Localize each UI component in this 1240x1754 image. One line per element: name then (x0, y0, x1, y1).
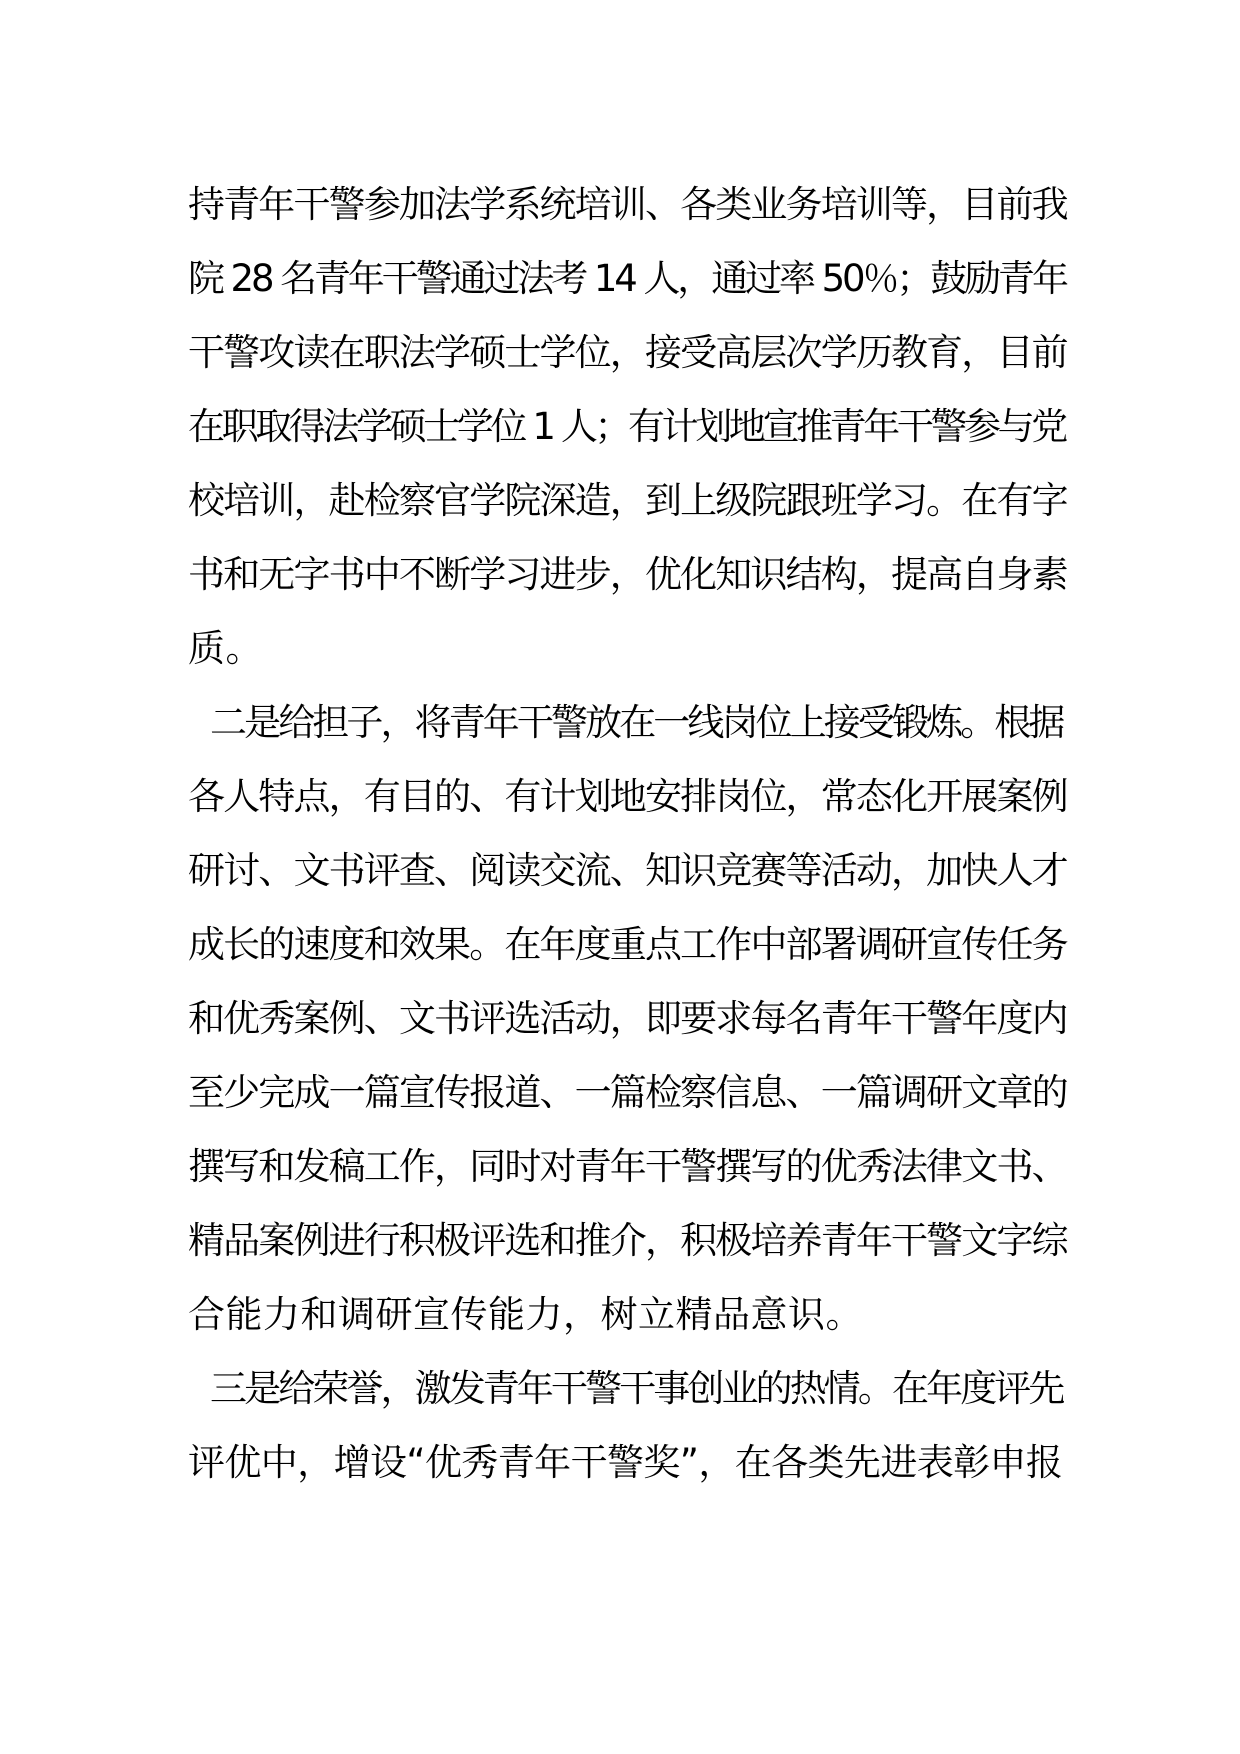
paragraph-3 (188, 1352, 1068, 1500)
text-line: 成长的速度和效果。在年度重点工作中部署调研宣传任务 (188, 923, 1067, 966)
text-line: 研讨、文书评查、阅读交流、知识竞赛等活动，加快人才 (188, 849, 1067, 892)
text-line: 和优秀案例、文书评选活动，即要求每名青年干警年度内 (188, 997, 1067, 1040)
text-line: 精品案例进行积极评选和推介，积极培养青年干警文字综 (188, 1219, 1067, 1262)
paragraph-1 (188, 168, 1068, 686)
text-line: 院 28 名青年干警通过法考 14 人，通过率 50％；鼓励青年 (188, 257, 1066, 300)
text-line: 持青年干警参加法学系统培训、各类业务培训等，目前我 (188, 183, 1067, 226)
text-line: 至少完成一篇宣传报道、一篇检察信息、一篇调研文章的 (188, 1071, 1067, 1114)
paragraph-2 (188, 686, 1068, 1352)
text-line: 合能力和调研宣传能力，树立精品意识。 (188, 1293, 863, 1336)
text-line: 在职取得法学硕士学位 1 人；有计划地宣推青年干警参与党 (188, 405, 1065, 448)
text-line: 校培训，赴检察官学院深造，到上级院跟班学习。在有字 (188, 479, 1067, 522)
text-line: 评优中，增设“优秀青年干警奖”，在各类先进表彰申报 (188, 1441, 1063, 1484)
text-line: 三是给荣誉，激发青年干警干事创业的热情。在年度评先 (210, 1367, 1063, 1410)
text-line: 书和无字书中不断学习进步，优化知识结构，提高自身素 (188, 553, 1067, 596)
text-line: 各人特点，有目的、有计划地安排岗位，常态化开展案例 (188, 775, 1067, 818)
text-line: 干警攻读在职法学硕士学位，接受高层次学历教育，目前 (188, 331, 1067, 374)
document-body (188, 168, 1068, 1500)
text-line: 二是给担子，将青年干警放在一线岗位上接受锻炼。根据 (210, 701, 1063, 744)
text-line: 质。 (188, 627, 263, 670)
text-line: 撰写和发稿工作，同时对青年干警撰写的优秀法律文书、 (188, 1145, 1067, 1188)
